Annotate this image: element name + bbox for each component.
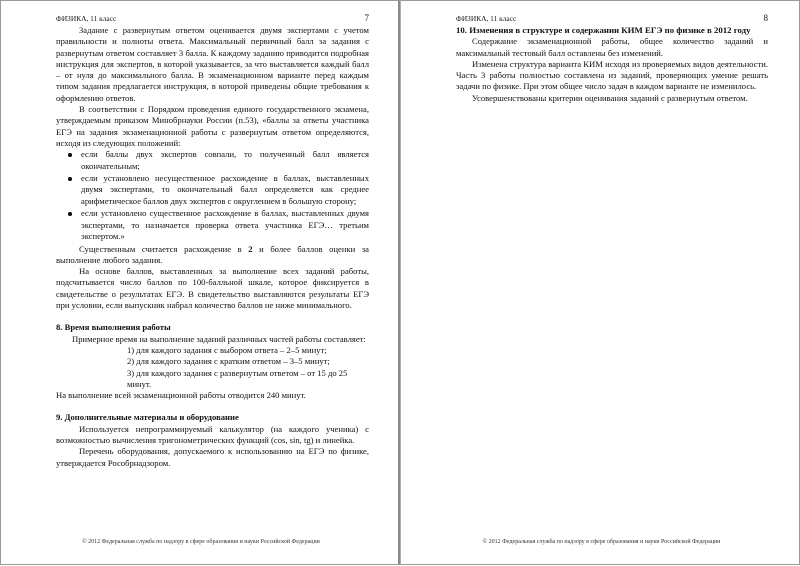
running-header <box>56 13 369 23</box>
time-list <box>56 345 369 390</box>
page-7 <box>0 0 400 565</box>
page-footer: © 2012 Федеральная служба по надзору в сфере образования и науки Российской Федерации <box>482 539 721 545</box>
section-8-intro: Примерное время на выполнение заданий различных частей работы составляет: <box>72 333 366 344</box>
scoring-rules-list <box>56 149 369 242</box>
page-footer: © 2012 Федеральная служба по надзору в сфере образования и науки Российской Федерации <box>82 539 320 545</box>
section-10-paragraph: Изменена структура варианта КИМ исходя из проверяемых видов деятельности. Часть 3 работы полностью составлена из заданий, проверяющих умение решать задачи по физике. При этом общее число задач в каждом варианте не изменилось. <box>456 58 768 92</box>
header-title: ФИЗИКА, 11 класс <box>56 14 117 23</box>
spacer <box>56 311 369 322</box>
page-8-content <box>456 13 768 104</box>
header-title: ФИЗИКА, 11 класс <box>456 14 517 23</box>
list-item: если установлено существенное расхождение в баллах, выставленных двумя экспертами, то назначается проверка ответа участника ЕГЭ… третьим экспертом.» <box>81 208 369 241</box>
list-item: 3) для каждого задания с развернутым ответом – от 15 до 25 минут. <box>127 367 348 389</box>
text-fragment: и более баллов оценки за выполнение любого задания. <box>56 243 369 265</box>
section-9-paragraph: Используется непрограммируемый калькулятор (на каждого ученика) с возможностью вычисления тригонометрических функций (cos, sin, tg) и линейка. <box>56 423 369 445</box>
page-8 <box>400 0 800 565</box>
list-item: если баллы двух экспертов совпали, то полученный балл является окончательным; <box>81 149 369 171</box>
spacer <box>56 401 369 412</box>
paragraph-expert-evaluation: Задание с развернутым ответом оценивается двумя экспертами с учетом правильности и полноты ответа. Максимальный первичный балл за задания с развернутым ответом составляет 3 балла. К каждому заданию приводится подробная инструкция для экспертов, в которой указывается, за что выставляется каждый балл – от нуля до максимального балла. В экзаменационном варианте перед каждым типом задания предлагается инструкция, в которой приведены общие требования к оформлению ответов. <box>56 25 369 103</box>
paragraph-procedure: В соответствии с Порядком проведения единого государственного экзамена, утверждаемым приказом Минобрнауки России (п.53), «баллы за ответы участника ЕГЭ на задания экзаменационной работы с развернутым ответом определяются, исходя из следующих положений: <box>56 104 369 148</box>
section-8-total: На выполнение всей экзаменационной работы отводится 240 минут. <box>56 390 306 401</box>
list-item: 2) для каждого задания с кратким ответом – 3–5 минут; <box>127 356 330 367</box>
section-10-paragraph: Содержание экзаменационной работы, общее количество заданий и максимальный тестовый балл оставлены без изменений. <box>456 36 768 58</box>
running-header <box>456 13 768 23</box>
paragraph-significant-difference <box>56 244 369 267</box>
page-7-content <box>56 13 369 469</box>
section-9-heading: 9. Дополнительные материалы и оборудование <box>56 412 239 423</box>
section-8-heading: 8. Время выполнения работы <box>56 322 171 333</box>
list-item: 1) для каждого задания с выбором ответа – 2–5 минут; <box>127 344 327 355</box>
section-9-paragraph: Перечень оборудования, допускаемого к использованию на ЕГЭ по физике, утверждается Рособрнадзором. <box>56 446 369 468</box>
section-10-heading: 10. Изменения в структуре и содержании КИМ ЕГЭ по физике в 2012 году <box>456 25 751 35</box>
page-number: 8 <box>763 13 768 23</box>
list-item: если установлено несущественное расхождение в баллах, выставленных двумя экспертами, то окончательный балл определяется как среднее арифметическое баллов двух экспертов с округлением в большую сторону; <box>81 173 369 206</box>
text-fragment: Существенным считается расхождение в <box>79 243 249 254</box>
section-10-paragraph: Усовершенствованы критерии оценивания заданий с развернутым ответом. <box>472 92 748 103</box>
page-number: 7 <box>364 13 369 23</box>
bold-number: 2 <box>248 243 253 254</box>
paragraph-100-point-scale: На основе баллов, выставленных за выполнение всех заданий работы, подсчитывается число баллов по 100-балльной шкале, которое фиксируется в свидетельстве о результатах ЕГЭ. В свидетельство выставляются результаты ЕГЭ при условии, если выпускник набрал количество баллов не ниже минимального. <box>56 266 369 311</box>
